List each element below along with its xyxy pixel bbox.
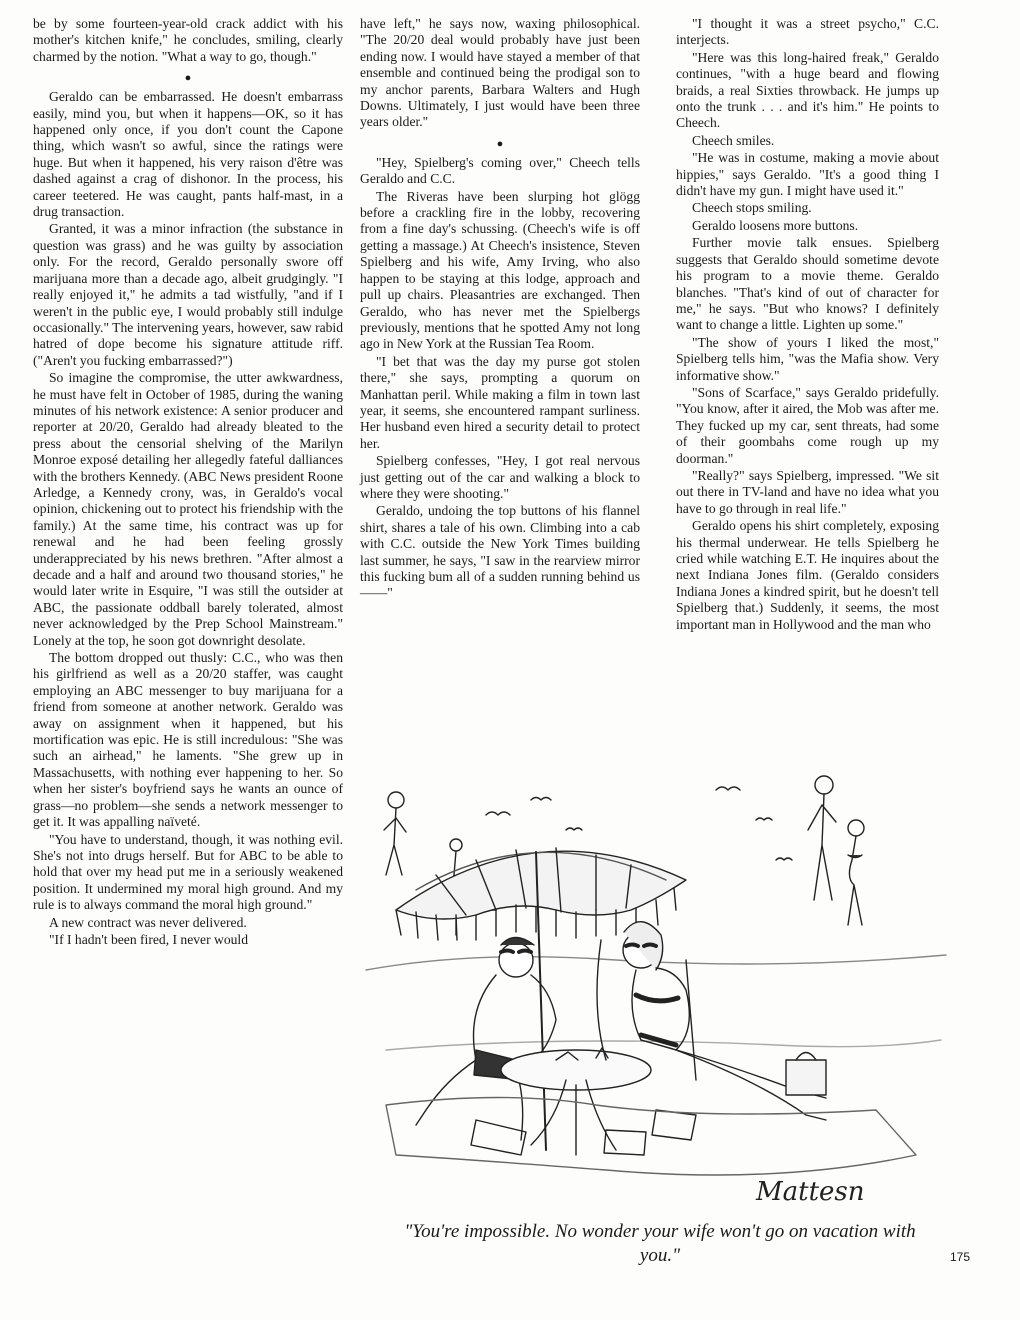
paragraph: have left," he says now, waxing philosophical. "The 20/20 deal would probably have just been ending now. I would have stayed a member of that ensemble and continued being the prodigal son to my anchor parents, Barbara Walters and Hugh Downs. Ultimately, I just would have been three years older." bbox=[360, 16, 640, 130]
paragraph: "The show of yours I liked the most," Spielberg tells him, "was the Mafia show. Very informative show." bbox=[676, 334, 939, 383]
paragraph: Geraldo loosens more buttons. bbox=[692, 217, 859, 233]
beach-cartoon-illustration bbox=[356, 760, 956, 1215]
paragraph: So imagine the compromise, the utter awkwardness, he must have felt in October of 1985, during the waning minutes of his network existence: A senior producer and reporter at 20/20, Geraldo had already bleated to the press about the censorial shelving of the Marilyn Monroe exposé detailing her allegedly fateful dalliances with the brothers Kennedy. (ABC News president Roone Arledge, a Kennedy crony, was, in Geraldo's vocal opinion, chickening out to protect his friendship with the family.) At the same time, his contract was up for renewal and he had been feeling grossly underappreciated by his news brethren. "After almost a decade and a half and around two thousand stories," he would later write in Esquire, "I was still the outsider at ABC, the passionate oddball barely tolerated, almost never acknowledged by the Prep School Mainstream." Lonely at the top, he soon got downright desolate. bbox=[33, 370, 343, 648]
paragraph: Geraldo, undoing the top buttons of his flannel shirt, shares a tale of his own. Climbing into a cab with C.C. outside the New York Times building last summer, he says, "I saw in the rearview mirror this fucking bum all of a sudden running behind us——" bbox=[360, 503, 640, 601]
paragraph: Cheech stops smiling. bbox=[692, 200, 812, 216]
paragraph: "If I hadn't been fired, I never would bbox=[49, 931, 248, 947]
paragraph: The Riveras have been slurping hot glögg before a crackling fire in the lobby, recovering from a fine day's schussing. (Cheech's wife is off getting a massage.) At Cheech's insistence, Steven Spielberg and his wife, Amy Irving, who also happen to be staying at this lodge, approach and pull up chairs. Pleasantries are exchanged. Then Geraldo, who has never met the Spielbergs previously, mentions that he spotted Amy not long ago in New York at the Russian Tea Room. bbox=[360, 188, 640, 352]
paragraph: Further movie talk ensues. Spielberg suggests that Geraldo should sometime devote his program to a movie theme. Geraldo blanches. "That's kind of out of character for me," he says. "But who knows? I definitely want to change a little. Lighten up some." bbox=[676, 235, 939, 333]
paragraph: Geraldo opens his shirt completely, exposing his thermal underwear. He tells Spielberg he cried while watching E.T. He inquires about the next Indiana Jones film. (Geraldo considers Indiana Jones a kindred spirit, but he doesn't tell Spielberg that.) Suddenly, it seems, the most important man in Hollywood and the man who bbox=[676, 518, 939, 632]
paragraph: "You have to understand, though, it was nothing evil. She's not into drugs herself. But for ABC to be able to hold that over my head put me in a seriously weakened position. It undermined my moral high ground. And my rule is to always command the moral high ground." bbox=[33, 831, 343, 913]
section-break-bullet: ● bbox=[184, 72, 192, 85]
paragraph: "I thought it was a street psycho," C.C. interjects. bbox=[676, 16, 939, 48]
paragraph: Cheech smiles. bbox=[692, 132, 775, 148]
column-3 bbox=[676, 16, 939, 634]
paragraph: Geraldo can be embarrassed. He doesn't embarrass easily, mind you, but when it happens—OK, so it has happened only once, if you don't count the Capone thing, which wasn't so awful, since the ratings were huge. But when it happened, his very raison d'être was dashed against a crag of dishonor. In the process, his career teetered. He was caught, pants half-mast, in a drug transaction. bbox=[33, 89, 343, 220]
paragraph: A new contract was never delivered. bbox=[49, 914, 247, 930]
paragraph: "Here was this long-haired freak," Geraldo continues, "with a huge beard and flowing braids, a real Sixties throwback. He jumps up onto the trunk . . . and it's him." He points to Cheech. bbox=[676, 49, 939, 131]
paragraph: Granted, it was a minor infraction (the substance in question was grass) and he was guilty by association only. For the record, Geraldo personally swore off marijuana more than a decade ago, albeit grudgingly. "I really enjoyed it," he admits a tad wistfully, "and if I weren't in the public eye, I would probably still indulge occasionally." The intervening years, however, saw rabid hatred of dope become his signature attitude riff. ("Aren't you fucking embarrassed?") bbox=[33, 221, 344, 368]
paragraph: Spielberg confesses, "Hey, I got real nervous just getting out of the car and walking a block to where they were shooting." bbox=[360, 453, 640, 501]
page-number: 175 bbox=[950, 1250, 971, 1264]
paragraph: "Sons of Scarface," says Geraldo pridefully. "You know, after it aired, the Mob was after me. They fucked up my car, sent threats, had some of their goombahs come rough up my doorman." bbox=[676, 384, 939, 466]
paragraph: be by some fourteen-year-old crack addict with his mother's kitchen knife," he concludes, smiling, clearly charmed by the notion. "What a way to go, though." bbox=[33, 16, 343, 64]
paragraph: The bottom dropped out thusly: C.C., who was then his girlfriend as well as a 20/20 staffer, was caught employing an ABC messenger to buy marijuana for a friend from someone at another network. Geraldo was away on assignment when it happened, but his mortification was epic. He is still incredulous: "She was such an airhead," he laments. "She grew up in Massachusetts, with nothing ever happening to her. So when her sister's boyfriend says he wants an ounce of grass—no problem—she sends a network messenger to get it. It was appalling naïveté. bbox=[33, 650, 343, 830]
paragraph: "Hey, Spielberg's coming over," Cheech tells Geraldo and C.C. bbox=[360, 154, 640, 187]
cartoon-caption: "You're impossible. No wonder your wife won't go on vacation with you." bbox=[404, 1221, 916, 1266]
paragraph: "I bet that was the day my purse got stolen there," she says, prompting a quorum on Manhattan peril. While making a film in town last year, it seems, she encountered rampant surliness. Her husband even hired a security detail to protect her. bbox=[360, 353, 640, 451]
paragraph: "He was in costume, making a movie about hippies," says Geraldo. "It's a good thing I didn't have my gun. I might have used it." bbox=[676, 150, 939, 199]
section-break-bullet: ● bbox=[496, 137, 504, 150]
column-1 bbox=[33, 16, 343, 949]
paragraph: "Really?" says Spielberg, impressed. "We sit out there in TV-land and have no idea what you have to go through in real life." bbox=[676, 467, 939, 516]
column-2 bbox=[360, 16, 640, 603]
cartoonist-signature: Mattesn bbox=[756, 1177, 865, 1207]
